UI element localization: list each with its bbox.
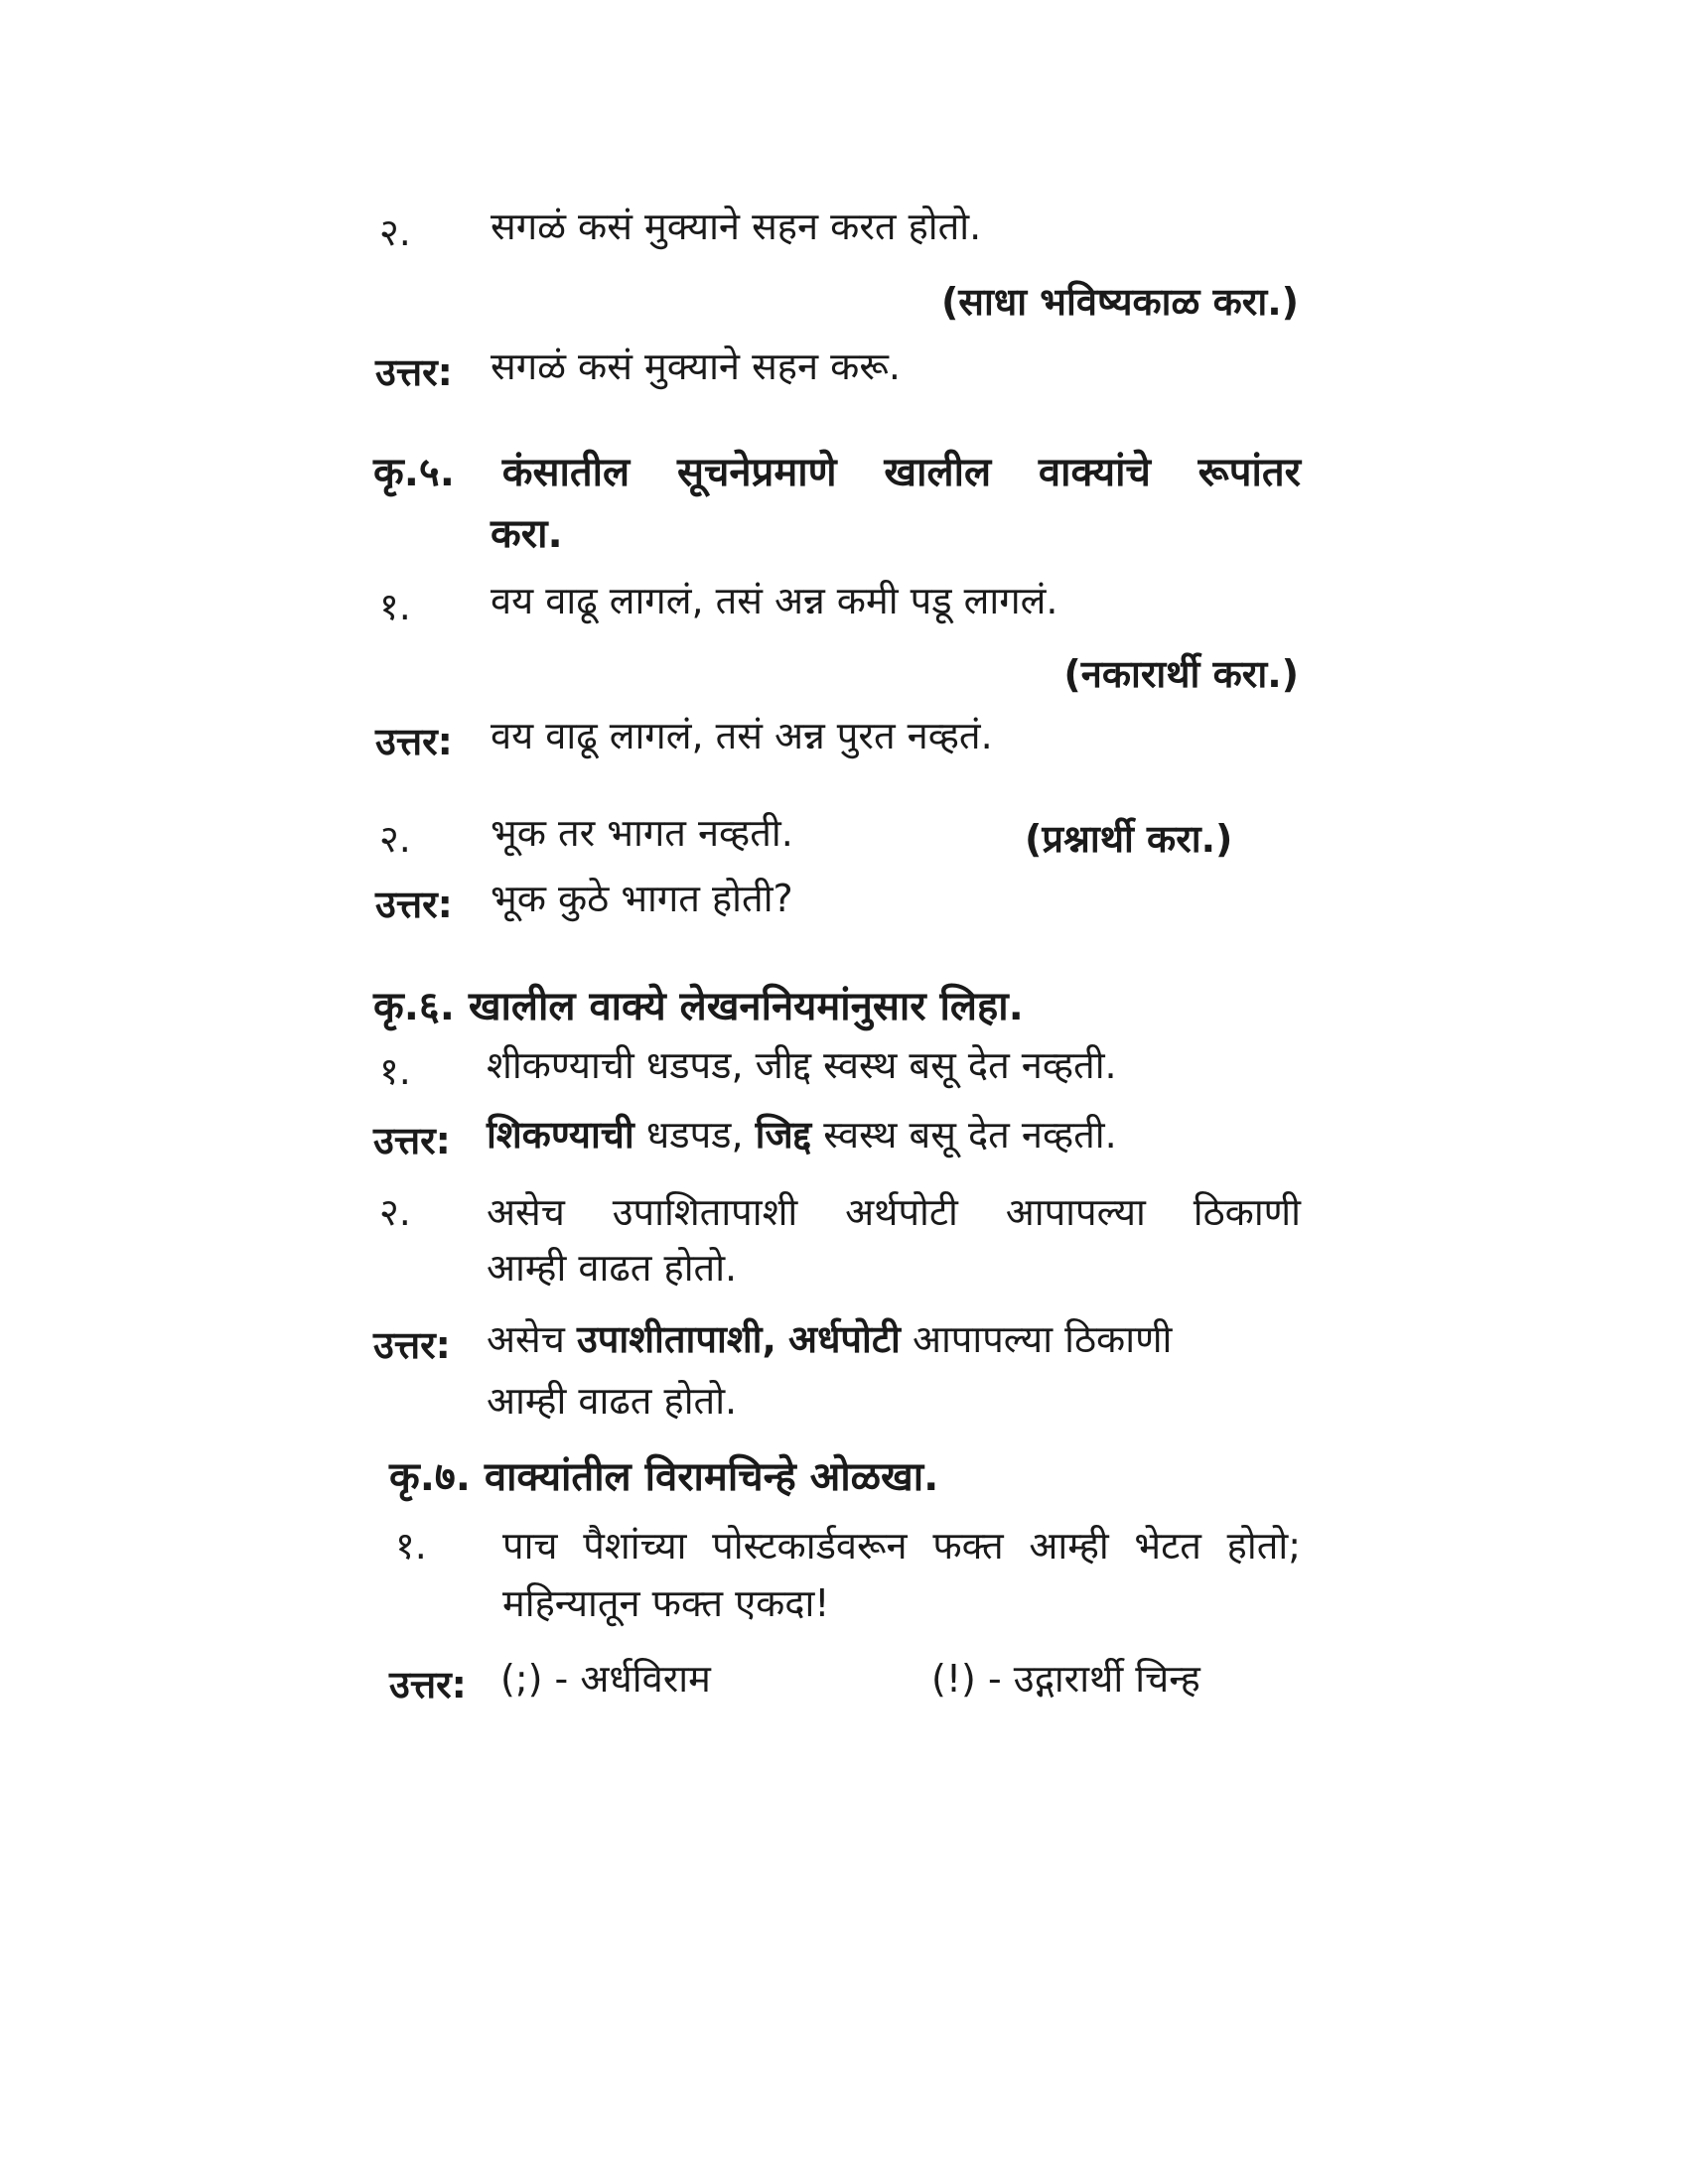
instruction: (प्रश्नार्थी करा.) <box>1025 817 1233 861</box>
answer-text: भूक कुठे भागत होती? <box>491 877 793 920</box>
item-number: १. <box>379 1049 411 1093</box>
answer-label: उत्तर: <box>389 1663 467 1706</box>
section-heading: कृ.७. वाक्यांतील विरामचिन्हे ओळखा. <box>389 1454 939 1500</box>
answer-label: उत्तर: <box>375 350 453 394</box>
answer-text-cont: आम्ही वाढत होतो. <box>487 1379 738 1423</box>
question-sentence: असेच उपाशितापाशी अर्थपोटी आपापल्या ठिकाणी <box>487 1190 1301 1234</box>
answer-label: उत्तर: <box>375 883 453 926</box>
item-number: २. <box>379 817 411 861</box>
instruction: (नकारार्थी करा.) <box>1063 652 1299 696</box>
answer-label: उत्तर: <box>375 720 453 763</box>
question-sentence-cont: आम्ही वाढत होतो. <box>487 1246 738 1290</box>
answer-label: उत्तर: <box>373 1119 451 1162</box>
question-sentence: भूक तर भागत नव्हती. <box>491 811 793 855</box>
answer-text: सगळं कसं मुक्याने सहन करू. <box>491 344 901 388</box>
instruction: (साधा भविष्यकाळ करा.) <box>940 280 1299 324</box>
answer-text: असेच उपाशीतापाशी, अर्धपोटी आपापल्या ठिकाणी <box>487 1317 1173 1361</box>
corrected-word: अर्धपोटी <box>788 1317 901 1361</box>
question-sentence: पाच पैशांच्या पोस्टकार्डवरून फक्त आम्ही भेटत होतो; <box>502 1524 1301 1568</box>
answer-label: उत्तर: <box>373 1323 451 1367</box>
answer-text: (!) - उद्गारार्थी चिन्ह <box>931 1657 1200 1701</box>
question-sentence-cont: महिन्यातून फक्त एकदा! <box>502 1581 830 1625</box>
corrected-word: उपाशीतापाशी, <box>576 1317 776 1361</box>
question-sentence: सगळं कसं मुक्याने सहन करत होतो. <box>491 205 982 248</box>
item-number: २. <box>379 1190 411 1234</box>
item-number: १. <box>379 585 411 628</box>
section-heading-cont: करा. <box>491 511 563 557</box>
answer-text: वय वाढू लागलं, तसं अन्न पुरत नव्हतं. <box>491 714 993 757</box>
answer-text: (;) - अर्धविराम <box>500 1657 711 1701</box>
section-heading: कृ.५. कंसातील सूचनेप्रमाणे खालील वाक्यांचे रूपांतर <box>373 450 1301 495</box>
answer-text: शिकण्याची धडपड, जिद्द स्वस्थ बसू देत नव्हती. <box>487 1113 1117 1157</box>
question-sentence: शीकण्याची धडपड, जीद्द स्वस्थ बसू देत नव्हती. <box>487 1043 1117 1087</box>
item-number: २. <box>379 210 411 254</box>
item-number: १. <box>395 1524 427 1568</box>
corrected-word: जिद्द <box>755 1113 812 1157</box>
section-heading: कृ.६. खालील वाक्ये लेखननियमांनुसार लिहा. <box>373 984 1024 1029</box>
corrected-word: शिकण्याची <box>487 1113 634 1157</box>
question-sentence: वय वाढू लागलं, तसं अन्न कमी पडू लागलं. <box>491 579 1058 622</box>
